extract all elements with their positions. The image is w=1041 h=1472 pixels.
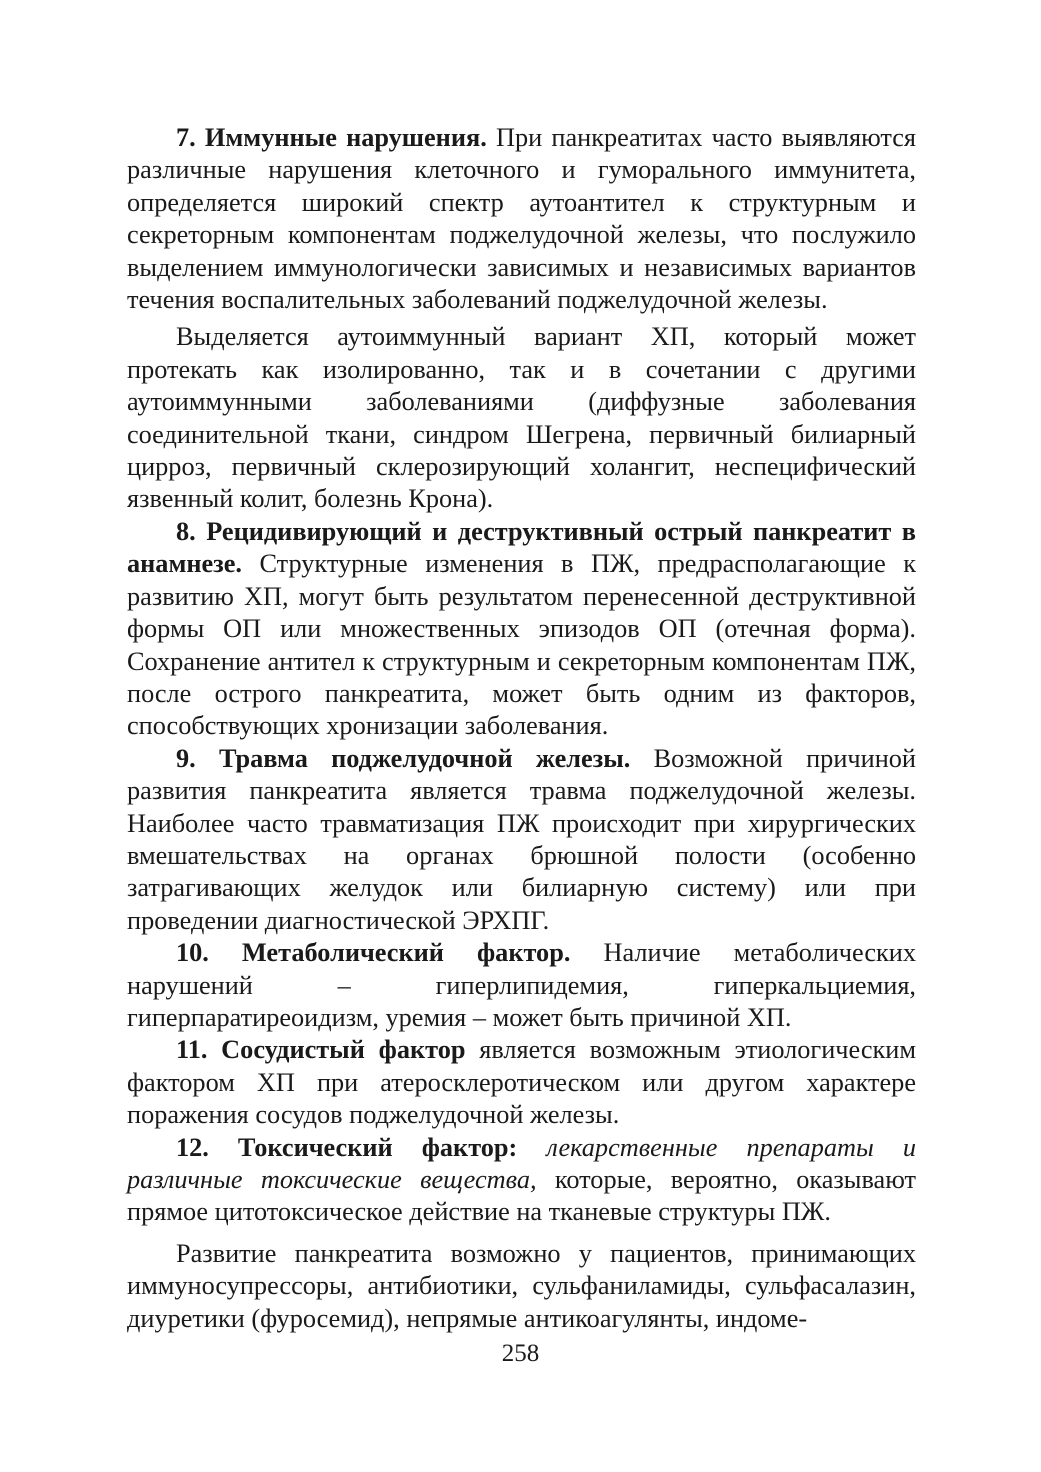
page-number: 258 <box>501 1340 540 1367</box>
paragraph-heading: 10. Метаболический фактор. <box>176 938 571 968</box>
paragraph-heading: 8. Рецидивирующий и деструктивный острый панкреатит в анамнезе. <box>127 516 916 579</box>
paragraph-heading: 7. Иммунные нарушения. <box>176 123 487 152</box>
paragraph-drug-induced <box>127 1238 916 1335</box>
paragraph-text: Наличие метаболических нарушений – гиперлипидемия, гиперкальциемия, гиперпаратиреоидизм, уремия – может быть причиной ХП. <box>127 938 916 1032</box>
paragraph-toxic-factor <box>127 1132 916 1229</box>
paragraph-text: Структурные изменения в ПЖ, предрасполагающие к развитию ХП, могут быть результатом перенесенной деструктивной формы ОП или множественных эпизодов ОП (отечная форма). Сохранение антител к структурным и секреторным компонентам ПЖ, после острого панкреатита, может быть одним из факторов, способствующих хронизации заболевания. <box>127 549 916 741</box>
paragraph-text: При панкреатитах часто выявляются различные нарушения клеточного и гуморального иммунитета, определяется широкий спектр аутоантител к структурным и секреторным компонентам поджелудочной железы, что послужило выделением иммунологически зависимых и независимых вариантов течения воспалительных заболеваний поджелудочной железы. <box>127 123 916 315</box>
paragraph-autoimmune-variant <box>127 321 916 515</box>
paragraph-recurrent-pancreatitis <box>127 516 916 743</box>
paragraph-vascular-factor <box>127 1034 916 1131</box>
paragraph-metabolic-factor <box>127 937 916 1034</box>
paragraph-text: которые, вероятно, оказывают прямое цитотоксическое действие на тканевые структуры ПЖ. <box>127 1165 916 1227</box>
paragraph-heading: 11. Сосудистый фактор <box>176 1035 466 1065</box>
paragraph-text: является возможным этиологическим фактором ХП при атеросклеротическом или другом характере поражения сосудов поджелудочной железы. <box>127 1035 916 1130</box>
paragraph-italic-text: лекарственные препараты и различные токсические вещества, <box>127 1132 916 1194</box>
paragraph-trauma <box>127 743 916 937</box>
body-text <box>127 122 916 1335</box>
paragraph-heading: 12. Токсический фактор: <box>176 1132 518 1162</box>
paragraph-text: Развитие панкреатита возможно у пациентов, принимающих иммуносупрессоры, антибиотики, сульфаниламиды, сульфасалазин, диуретики (фуросемид), непрямые антикоагулянты, индоме- <box>127 1238 916 1333</box>
paragraph-immune-disorders <box>127 122 916 316</box>
paragraph-heading: 9. Травма поджелудочной железы. <box>176 743 631 773</box>
paragraph-text: Выделяется аутоиммунный вариант ХП, который может протекать как изолированно, так и в сочетании с другими аутоиммунными заболеваниями (диффузные заболевания соединительной ткани, синдром Шегрена, первичный билиарный цирроз, первичный склерозирующий холангит, неспецифический язвенный колит, болезнь Крона). <box>127 322 916 514</box>
paragraph-text: Возможной причиной развития панкреатита является травма поджелудочной железы. Наиболее часто травматизация ПЖ происходит при хирургических вмешательствах на органах брюшной полости (особенно затрагивающих желудок или билиарную систему) или при проведении диагностической ЭРХПГ. <box>127 743 916 935</box>
